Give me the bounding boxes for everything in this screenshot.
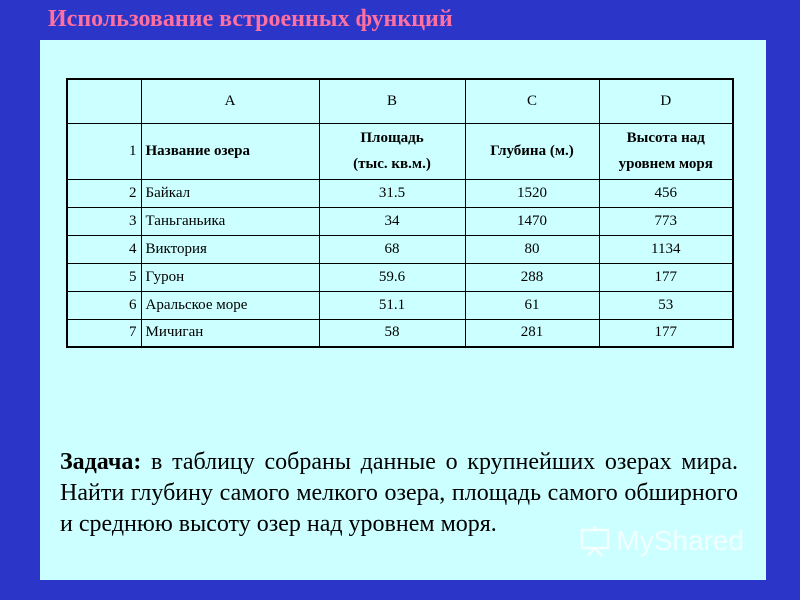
table-row bbox=[67, 263, 733, 291]
area-cell: 58 bbox=[319, 319, 465, 347]
depth-cell: 288 bbox=[465, 263, 599, 291]
row-number: 3 bbox=[67, 207, 141, 235]
header-depth-line1: Глубина (м.) bbox=[490, 143, 574, 159]
row-number: 4 bbox=[67, 235, 141, 263]
lake-name-cell: Гурон bbox=[141, 263, 319, 291]
depth-cell: 1520 bbox=[465, 179, 599, 207]
lake-name-cell: Мичиган bbox=[141, 319, 319, 347]
depth-cell: 1470 bbox=[465, 207, 599, 235]
content-panel bbox=[40, 40, 766, 580]
row-number: 7 bbox=[67, 319, 141, 347]
height-cell: 773 bbox=[599, 207, 733, 235]
watermark-text: MyShared bbox=[616, 525, 744, 556]
depth-cell: 61 bbox=[465, 291, 599, 319]
header-row bbox=[67, 123, 733, 179]
header-height bbox=[599, 123, 733, 179]
table-row bbox=[67, 179, 733, 207]
task-text: в таблицу собраны данные о крупнейших озерах мира. Найти глубину самого мелкого озера, площадь самого обширного и среднюю высоту озер над уровнем моря. bbox=[60, 449, 738, 537]
column-letters-row bbox=[67, 79, 733, 123]
lake-name-cell: Аральское море bbox=[141, 291, 319, 319]
header-height-line2: уровнем моря bbox=[618, 156, 713, 172]
row-number: 5 bbox=[67, 263, 141, 291]
column-letter-b: B bbox=[319, 79, 465, 123]
depth-cell: 281 bbox=[465, 319, 599, 347]
height-cell: 177 bbox=[599, 263, 733, 291]
header-height-line1: Высота над bbox=[626, 130, 705, 146]
table-row bbox=[67, 235, 733, 263]
slide-title: Использование встроенных функций bbox=[48, 6, 453, 32]
task-label: Задача: bbox=[60, 449, 142, 475]
header-lake-name-line1: Название озера bbox=[145, 143, 251, 159]
header-lake-name bbox=[141, 123, 319, 179]
lake-name-cell: Таньганьика bbox=[141, 207, 319, 235]
header-area bbox=[319, 123, 465, 179]
table-row bbox=[67, 207, 733, 235]
lakes-spreadsheet-table bbox=[66, 78, 734, 348]
header-area-line2: (тыс. кв.м.) bbox=[353, 156, 431, 172]
column-letter-c: C bbox=[465, 79, 599, 123]
lake-name-cell: Байкал bbox=[141, 179, 319, 207]
depth-cell: 80 bbox=[465, 235, 599, 263]
row-number: 2 bbox=[67, 179, 141, 207]
row-number: 6 bbox=[67, 291, 141, 319]
height-cell: 1134 bbox=[599, 235, 733, 263]
height-cell: 456 bbox=[599, 179, 733, 207]
area-cell: 51.1 bbox=[319, 291, 465, 319]
lake-name-cell: Виктория bbox=[141, 235, 319, 263]
column-letter-a: A bbox=[141, 79, 319, 123]
area-cell: 68 bbox=[319, 235, 465, 263]
height-cell: 177 bbox=[599, 319, 733, 347]
header-area-line1: Площадь bbox=[360, 130, 424, 146]
table-row bbox=[67, 291, 733, 319]
area-cell: 59.6 bbox=[319, 263, 465, 291]
column-letter-d: D bbox=[599, 79, 733, 123]
area-cell: 34 bbox=[319, 207, 465, 235]
area-cell: 31.5 bbox=[319, 179, 465, 207]
height-cell: 53 bbox=[599, 291, 733, 319]
watermark bbox=[578, 524, 744, 558]
header-depth bbox=[465, 123, 599, 179]
row-number: 1 bbox=[67, 123, 141, 179]
presentation-board-icon bbox=[578, 524, 612, 558]
table-row bbox=[67, 319, 733, 347]
corner-cell bbox=[67, 79, 141, 123]
